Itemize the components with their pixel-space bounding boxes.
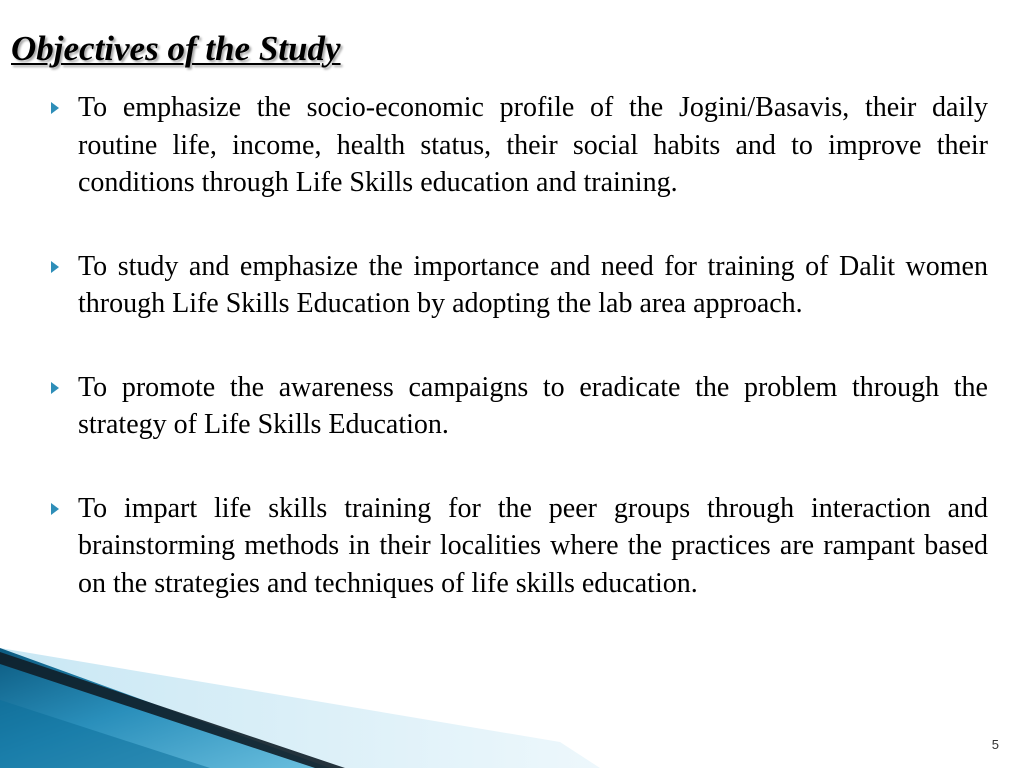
objective-item	[47, 89, 988, 202]
objective-item	[47, 490, 988, 603]
triangle-right-icon	[51, 382, 59, 394]
triangle-right-icon	[51, 102, 59, 114]
slide-title: Objectives of the Study	[11, 29, 341, 68]
objective-text: To impart life skills training for the peer groups through interaction and brainstorming methods in their localities where the practices are rampant based on the strategies and techniques of life skills education.	[78, 492, 988, 599]
page-number: 5	[991, 737, 999, 752]
triangle-right-icon	[51, 261, 59, 273]
objective-item	[47, 369, 988, 444]
objective-text: To study and emphasize the importance and need for training of Dalit women through Life Skills Education by adopting the lab area approach.	[78, 250, 988, 319]
objectives-list	[47, 89, 988, 602]
objective-text: To emphasize the socio-economic profile of the Jogini/Basavis, their daily routine life, income, health status, their social habits and to improve their conditions through Life Skills education and training.	[78, 92, 988, 198]
objective-text: To promote the awareness campaigns to eradicate the problem through the strategy of Life Skills Education.	[78, 371, 988, 440]
objective-item	[47, 248, 988, 323]
triangle-right-icon	[51, 503, 59, 515]
